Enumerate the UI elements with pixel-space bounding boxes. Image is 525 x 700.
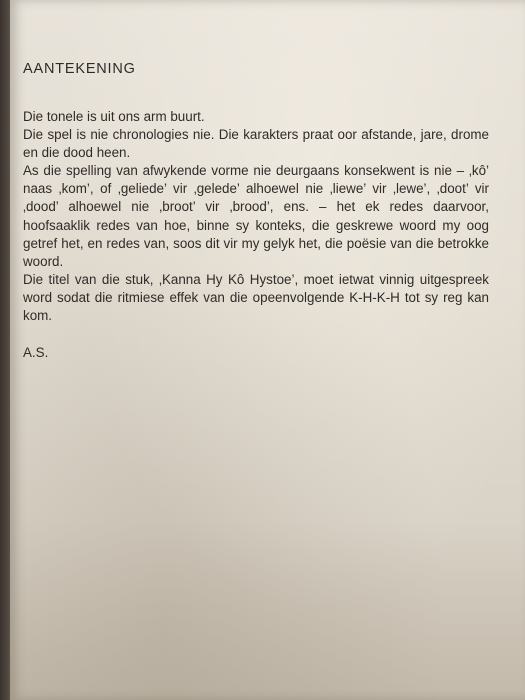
note-paragraph-spelling: As die spelling van afwykende vorme nie deurgaans konsekwent is nie – ‚kô’ naas ‚kom’, of ‚geliede’ vir ‚gelede’ alhoewel nie ‚liewe’ vir ‚lewe’, ‚doot’ vir ‚dood’ alhoewel nie ‚broot’ vir ‚brood’, ens. – het ek redes daarvoor, hoofsaaklik redes van hoe, binne sy konteks, die geskrewe woord my oog getref het, en redes van, soos dit vir my gelyk het, die poësie van die betrokke woord. — [23, 163, 489, 269]
note-paragraph-chronology: Die spel is nie chronologies nie. Die karakters praat oor afstande, jare, drome en die dood heen. — [23, 127, 489, 161]
note-signature: A.S. — [23, 345, 49, 360]
note-paragraph-title: Die titel van die stuk, ‚Kanna Hy Kô Hystoe’, moet ietwat vinnig uitgespreek word sodat die ritmiese effek van die opeenvolgende K-H-K-H tot sy reg kan kom. — [23, 271, 489, 324]
note-heading: AANTEKENING — [23, 61, 136, 77]
note-paragraph-scenes: Die tonele is uit ons arm buurt. — [23, 109, 205, 124]
note-body — [23, 108, 489, 325]
book-page — [10, 0, 525, 700]
